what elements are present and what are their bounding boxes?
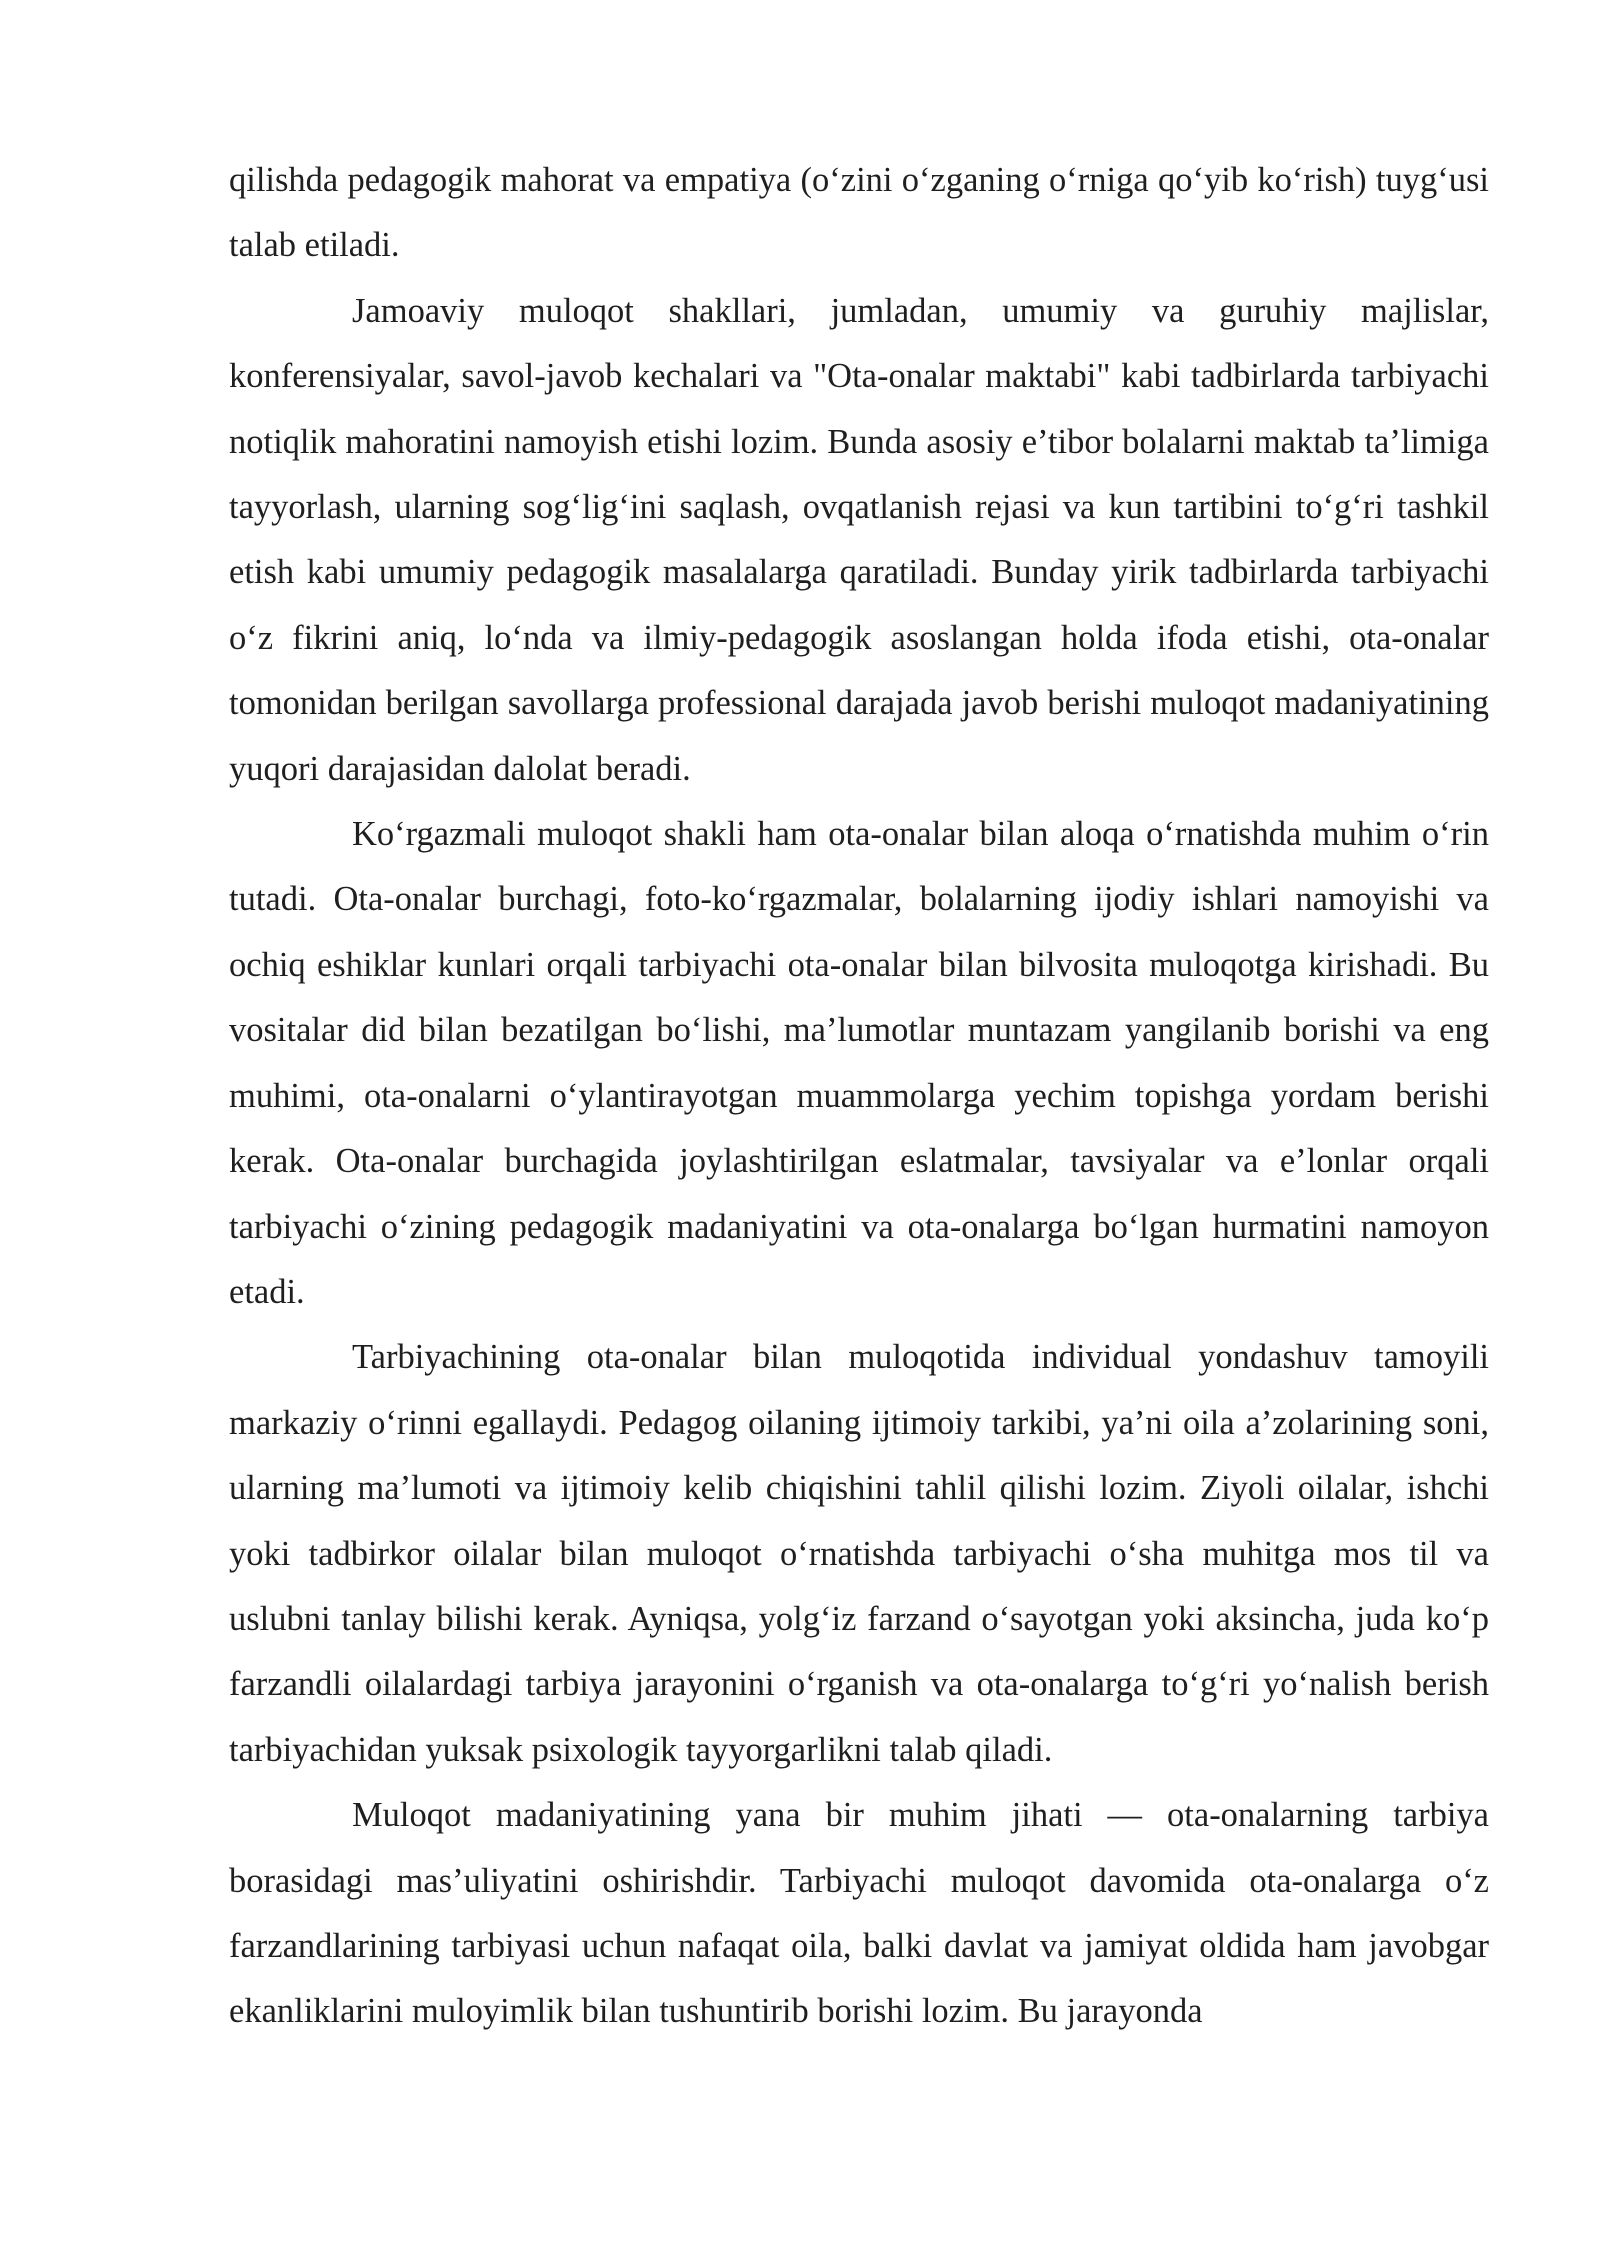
paragraph-individual-approach: Tarbiyachining ota-onalar bilan muloqotida individual yondashuv tamoyili markaziy o‘rinni egallaydi. Pedagog oilaning ijtimoiy tarkibi, ya’ni oila a’zolarining soni, ularning ma’lumoti va ijtimoiy kelib chiqishini tahlil qilishi lozim. Ziyoli oilalar, ishchi yoki tadbirkor oilalar bilan muloqot o‘rnatishda tarbiyachi o‘sha muhitga mos til va uslubni tanlay bilishi kerak. Ayniqsa, yolg‘iz farzand o‘sayotgan yoki aksincha, juda ko‘p farzandli oilalardagi tarbiya jarayonini o‘rganish va ota-onalarga to‘g‘ri yo‘nalish berish tarbiyachidan yuksak psixologik tayyorgarlikni talab qiladi.: [229, 1338, 1489, 1769]
paragraph-parental-responsibility: Muloqot madaniyatining yana bir muhim jihati — ota-onalarning tarbiya borasidagi mas’uliyatini oshirishdir. Tarbiyachi muloqot davomida ota-onalarga o‘z farzandlarining tarbiyasi uchun nafaqat oila, balki davlat va jamiyat oldida ham javobgar ekanliklarini muloyimlik bilan tushuntirib borishi lozim. Bu jarayonda: [229, 1796, 1489, 2031]
paragraph-collective-communication: Jamoaviy muloqot shakllari, jumladan, umumiy va guruhiy majlislar, konferensiyalar, savol-javob kechalari va "Ota-onalar maktabi" kabi tadbirlarda tarbiyachi notiqlik mahoratini namoyish etishi lozim. Bunda asosiy e’tibor bolalarni maktab ta’limiga tayyorlash, ularning sog‘lig‘ini saqlash, ovqatlanish rejasi va kun tartibini to‘g‘ri tashkil etish kabi umumiy pedagogik masalalarga qaratiladi. Bunday yirik tadbirlarda tarbiyachi o‘z fikrini aniq, lo‘nda va ilmiy-pedagogik asoslangan holda ifoda etishi, ota-onalar tomonidan berilgan savollarga professional darajada javob berishi muloqot madaniyatining yuqori darajasidan dalolat beradi.: [229, 291, 1489, 788]
paragraph-visual-communication: Ko‘rgazmali muloqot shakli ham ota-onalar bilan aloqa o‘rnatishda muhim o‘rin tutadi. Ota-onalar burchagi, foto-ko‘rgazmalar, bolalarning ijodiy ishlari namoyishi va ochiq eshiklar kunlari orqali tarbiyachi ota-onalar bilan bilvosita muloqotga kirishadi. Bu vositalar did bilan bezatilgan bo‘lishi, ma’lumotlar muntazam yangilanib borishi va eng muhimi, ota-onalarni o‘ylantirayotgan muammolarga yechim topishga yordam berishi kerak. Ota-onalar burchagida joylashtirilgan eslatmalar, tavsiyalar va e’lonlar orqali tarbiyachi o‘zining pedagogik madaniyatini va ota-onalarga bo‘lgan hurmatini namoyon etadi.: [229, 815, 1489, 1311]
paragraph-continuation: qilishda pedagogik mahorat va empatiya (o‘zini o‘zganing o‘rniga qo‘yib ko‘rish) tuyg‘usi talab etiladi.: [229, 161, 1489, 265]
body-text: [229, 148, 1489, 2045]
